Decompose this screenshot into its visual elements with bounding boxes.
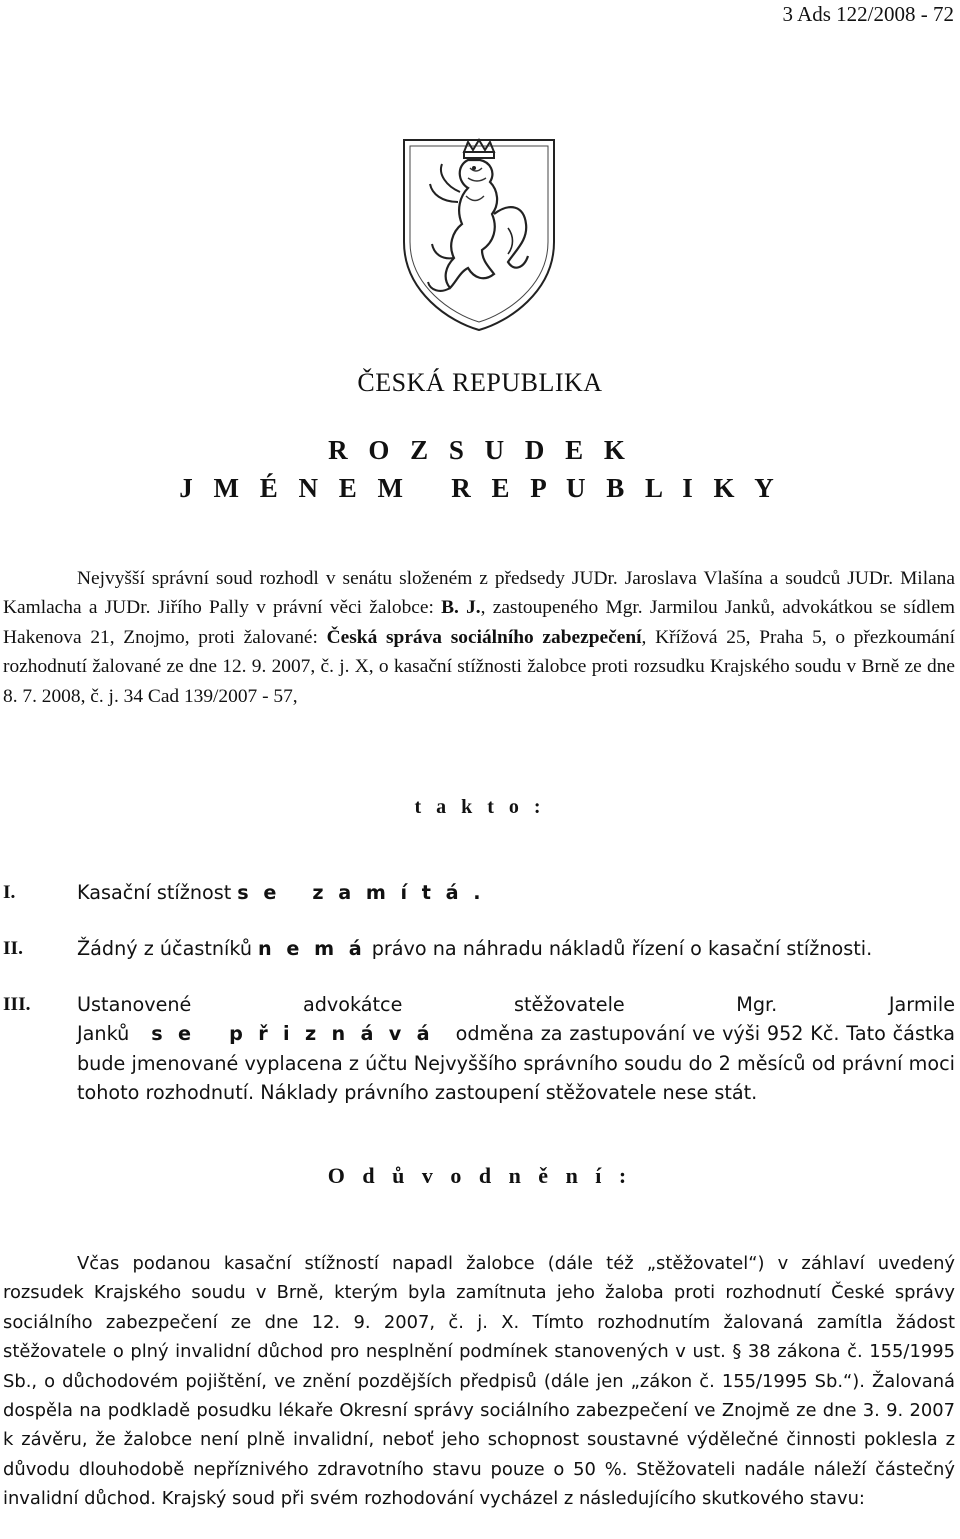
item-text: Ustanovené advokátce stěžovatele Mgr. Jarmile Janků [77, 993, 955, 1046]
item-number: II. [3, 938, 23, 959]
verdict-title: R O Z S U D E K [328, 435, 632, 465]
item-emphasis: s e z a m í t á . [237, 881, 485, 904]
intro-text-3: , Křížová 25, Praha 5, o přezkoumání rozhodnutí žalované ze dne 12. 9. 2007, č. j. X, o kasační stížnosti žalobce proti rozsudku Krajského soudu v Brně ze dne 8. 7. 2008, č. j. 34 Cad 139/2007 - 57, [3, 626, 955, 707]
verdict-subtitle: J M É N E M R E P U B L I K Y [179, 473, 781, 503]
reasoning-heading: O d ů v o d n ě n í : [327, 1163, 633, 1188]
coat-of-arms-icon [398, 132, 560, 334]
item-number: I. [3, 882, 16, 903]
takto-heading: t a k t o : [414, 796, 546, 818]
item-text-after: odměna za zastupování ve výši 952 Kč. Tato částka bude jmenované vyplacena z účtu Nejvyššího správního soudu do 2 měsíců od právní moci tohoto rozhodnutí. Náklady právního zastoupení stěžovatele nese stát. [77, 1022, 955, 1105]
country-heading: ČESKÁ REPUBLIKA [357, 368, 603, 397]
item-emphasis: n e m á [258, 937, 366, 960]
item-number: III. [3, 994, 31, 1015]
item-text-after: právo na náhradu nákladů řízení o kasační stížnosti. [371, 937, 873, 960]
plaintiff-name: B. J. [441, 597, 481, 619]
intro-paragraph [3, 564, 955, 711]
item-text: Kasační stížnost [77, 881, 232, 904]
case-number: 3 Ads 122/2008 - 72 [782, 2, 954, 26]
intro-text-1: Nejvyšší správní soud rozhodl v senátu složeném z předsedy JUDr. Jaroslava Vlašína a soudců JUDr. Milana Kamlacha a JUDr. Jiřího Pally v právní věci žalobce: [3, 568, 955, 619]
intro-text-2: , zastoupeného Mgr. Jarmilou Janků, advokátkou se sídlem Hakenova 21, Znojmo, proti žalované: [3, 597, 956, 648]
reasoning-paragraph: Včas podanou kasační stížností napadl žalobce (dále též „stěžovatel“) v záhlaví uvedený rozsudek Krajského soudu v Brně, kterým byla zamítnuta jeho žaloba proti rozhodnutí České správy sociálního zabezpečení ze dne 12. 9. 2007, č. j. X. Tímto rozhodnutím žalovaná zamítla žádost stěžovatele o plný invalidní důchod pro nesplnění podmínek stanovených v ust. § 38 zákona č. 155/1995 Sb., o důchodovém pojištění, ve znění pozdějších předpisů (dále jen „zákon č. 155/1995 Sb.“). Žalovaná dospěla na podkladě posudku lékaře Okresní správy sociálního zabezpečení ve Znojmě ze dne 3. 9. 2007 k závěru, že žalobce není plně invalidní, neboť jeho schopnost soustavné výdělečné činnosti poklesla z důvodu dlouhodobě nepříznivého zdravotního stavu pouze o 50 %. Stěžovateli nadále náleží částečný invalidní důchod. Krajský soud při svém rozhodování vycházel z následujícího skutkového stavu: [3, 1253, 955, 1510]
item-text: Žádný z účastníků [77, 937, 253, 960]
defendant-name: Česká správa sociálního zabezpečení [326, 626, 642, 648]
item-emphasis: s e p ř i z n á v á [151, 1022, 434, 1046]
